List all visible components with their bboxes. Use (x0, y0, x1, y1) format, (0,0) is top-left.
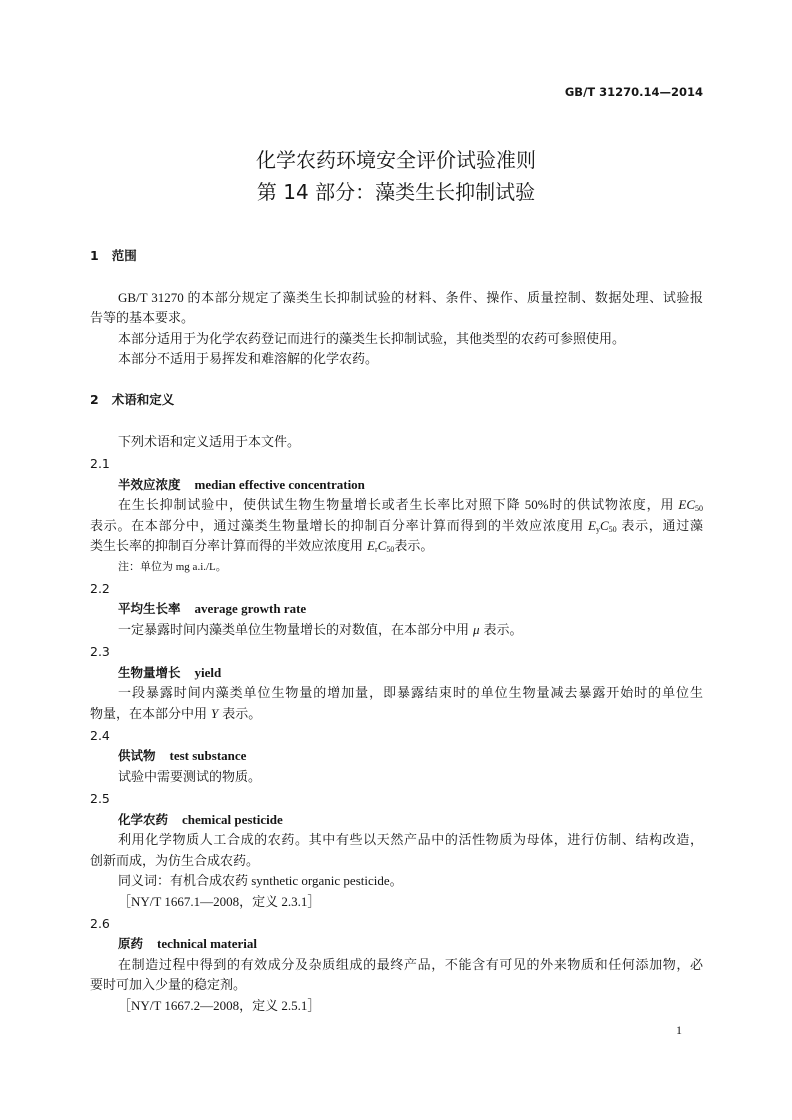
section-heading-terms (90, 390, 703, 411)
term-name-zh: 原药 (118, 936, 144, 952)
symbol-mu: μ (473, 621, 480, 637)
symbol-c: C (377, 538, 387, 553)
term-number: 2.6 (90, 915, 110, 931)
definition-text: 表示。 (483, 621, 523, 637)
section-title: 术语和定义 (111, 391, 175, 407)
term-number: 2.2 (90, 580, 110, 596)
term-name-en: yield (194, 664, 222, 680)
term-definition-line: 在制造过程中得到的有效成分及杂质组成的最终产品，不能含有可见的外来物质和任何添加物，必 (118, 956, 703, 972)
terms-intro: 下列术语和定义适用于本文件。 (118, 433, 301, 449)
term-definition-line (90, 516, 703, 537)
term-definition-line: 试验中需要测试的物质。 (118, 768, 262, 784)
term-number: 2.4 (90, 727, 110, 743)
symbol-c: C (599, 517, 609, 533)
term-name-en: average growth rate (194, 601, 307, 617)
definition-text: 在生长抑制试验中，使供试生物生物量增长或者生长率比对照下降 50%时的供试物浓度，用 (118, 497, 675, 512)
term-name (90, 746, 703, 767)
term-name-zh: 供试物 (118, 748, 156, 764)
term-definition-line (90, 536, 703, 557)
title-line-1: 化学农药环境安全评价试验准则 (256, 148, 536, 172)
definition-text: 表示。 (394, 538, 434, 553)
term-definition-line (90, 704, 703, 725)
section-number: 2 (90, 391, 99, 407)
subscript-50: 50 (695, 504, 703, 513)
document-title (0, 144, 792, 208)
subscript-y: y (595, 524, 600, 534)
page-number: 1 (676, 1023, 682, 1037)
term-number: 2.1 (90, 456, 110, 471)
subscript-50: 50 (608, 524, 617, 534)
term-definition-line (90, 495, 703, 516)
symbol-e: E (588, 517, 596, 533)
term-name-zh: 生物量增长 (118, 664, 181, 680)
term-name-zh: 平均生长率 (118, 601, 181, 617)
term-name (90, 475, 703, 496)
scope-paragraph-1-line-1: GB/T 31270 的本部分规定了藻类生长抑制试验的材料、条件、操作、质量控制、数据处理、试验报 (118, 289, 703, 305)
scope-paragraph-1-line-2: 告等的基本要求。 (90, 310, 195, 326)
definition-text: 表示。 (222, 705, 262, 721)
scope-paragraph-3: 本部分不适用于易挥发和难溶解的化学农药。 (118, 351, 379, 367)
term-name-en: median effective concentration (194, 476, 365, 492)
definition-text: 表示。在本部分中，通过藻类生物量增长的抑制百分率计算而得到的半效应浓度用 (90, 517, 585, 533)
term-name (90, 663, 703, 684)
term-name (90, 599, 703, 620)
term-definition-line: 要时可加入少量的稳定剂。 (90, 977, 247, 993)
section-title: 范围 (111, 247, 137, 263)
symbol-y: Y (211, 705, 219, 721)
term-name-en: chemical pesticide (182, 811, 283, 827)
subscript-50: 50 (386, 545, 395, 554)
term-number: 2.5 (90, 791, 110, 806)
term-definition-line: 一段暴露时间内藻类单位生物量的增加量，即暴露结束时的单位生物量减去暴露开始时的单位生 (118, 685, 703, 700)
term-name-zh: 半效应浓度 (118, 476, 181, 492)
term-definition-line (90, 620, 703, 641)
symbol-e: E (367, 538, 375, 553)
definition-text: 物量，在本部分中用 (90, 705, 208, 721)
term-name-zh: 化学农药 (118, 811, 169, 827)
term-definition-line: 创新而成，为仿生合成农药。 (90, 852, 260, 868)
term-name (90, 810, 703, 831)
definition-text: 一定暴露时间内藻类单位生物量增长的对数值，在本部分中用 (118, 621, 470, 637)
term-definition-line: 利用化学物质人工合成的农药。其中有些以天然产品中的活性物质为母体，进行仿制、结构改造， (118, 832, 703, 847)
term-synonym: 同义词：有机合成农药 synthetic organic pesticide。 (118, 873, 403, 888)
term-number: 2.3 (90, 644, 110, 659)
subscript-r: r (374, 545, 378, 554)
term-source: ［NY/T 1667.1—2008，定义 2.3.1］ (118, 893, 321, 909)
symbol-ec: EC (678, 497, 695, 512)
term-note: 注：单位为 mg a.i./L。 (118, 560, 227, 573)
standard-code: GB/T 31270.14—2014 (564, 85, 703, 99)
term-name (90, 934, 703, 955)
definition-text: 类生长率的抑制百分率计算而得的半效应浓度用 (90, 538, 364, 553)
section-number: 1 (90, 247, 99, 263)
term-name-en: technical material (157, 936, 258, 952)
section-heading-scope (90, 246, 703, 267)
scope-paragraph-2: 本部分适用于为化学农药登记而进行的藻类生长抑制试验，其他类型的农药可参照使用。 (118, 330, 626, 346)
term-name-en: test substance (169, 748, 247, 764)
title-line-2: 第 14 部分：藻类生长抑制试验 (256, 180, 536, 204)
document-body (90, 246, 703, 1017)
term-source: ［NY/T 1667.2—2008，定义 2.5.1］ (118, 997, 321, 1013)
definition-text: 表示，通过藻 (620, 517, 703, 533)
